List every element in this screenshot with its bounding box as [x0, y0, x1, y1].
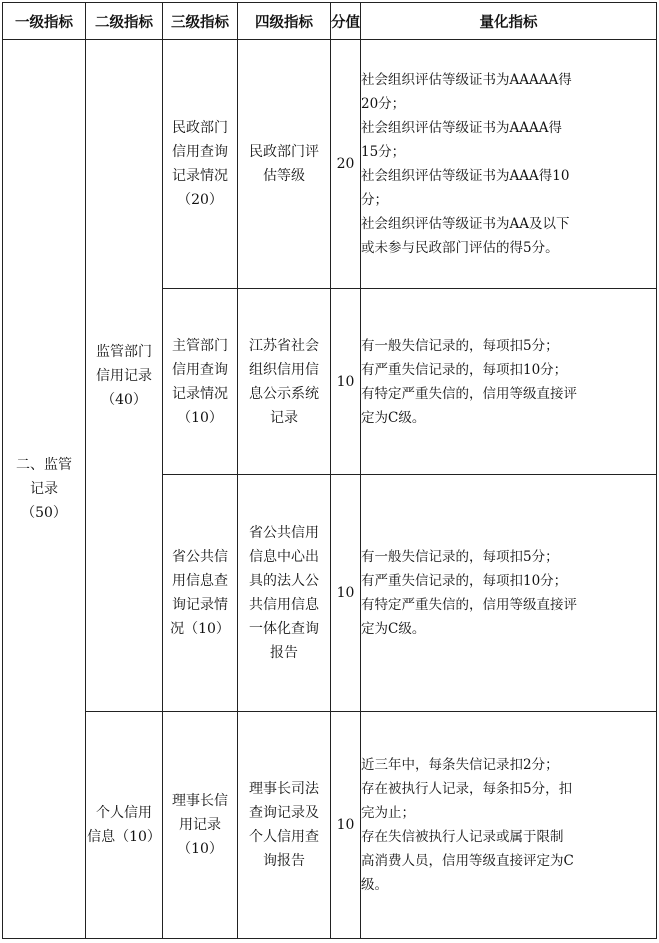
cell-text-line: 用信息查 [172, 573, 228, 589]
cell-text-line: 民政部门 [172, 120, 228, 136]
cell-text-line: 个人信用查 [249, 829, 319, 845]
cell-text-line: 记录情况 [172, 168, 228, 184]
cell-text-line: 存在被执行人记录，每条扣5分，扣 [361, 781, 573, 797]
score-cell: 10 [331, 475, 361, 712]
table-row [3, 712, 657, 939]
cell-text-line: 存在失信被执行人记录或属于限制 [361, 829, 564, 845]
cell-text-line: 高消费人员，信用等级直接评定为C [361, 853, 574, 869]
header-quant: 量化指标 [361, 3, 657, 40]
quant-cell [361, 712, 657, 939]
cell-text-line: 社会组织评估等级证书为AAAAA得 [361, 72, 572, 88]
cell-text-line: 社会组织评估等级证书为AA及以下 [361, 216, 570, 232]
cell-text-line: 定为C级。 [361, 621, 426, 637]
level4-cell [238, 289, 331, 475]
header-level3: 三级指标 [163, 3, 238, 40]
cell-text-line: 估等级 [263, 168, 305, 184]
cell-text-line: 有严重失信记录的，每项扣10分； [361, 361, 568, 378]
cell-text-line: 有严重失信记录的，每项扣10分； [361, 573, 568, 589]
cell-text-line: （10） [177, 841, 223, 857]
cell-text-line: （10） [177, 409, 223, 426]
cell-text-line: 一体化查询 [249, 621, 319, 637]
cell-text-line: （20） [177, 192, 223, 208]
cell-text-line: （50） [21, 505, 67, 521]
cell-text-line: 共信用信息 [249, 597, 319, 613]
level3-cell [163, 289, 238, 475]
quant-cell [361, 40, 657, 289]
cell-text-line: 组织信用信 [249, 361, 319, 378]
score-cell: 10 [331, 712, 361, 939]
score-cell: 20 [331, 40, 361, 289]
cell-text-line: 用记录 [179, 817, 221, 833]
cell-text-line: 有一般失信记录的，每项扣5分； [361, 337, 559, 354]
cell-text-line: 二、监管 [16, 457, 72, 473]
level3-cell [163, 475, 238, 712]
cell-text-line: 有特定严重失信的，信用等级直接评 [361, 385, 577, 402]
cell-text-line: 询报告 [263, 853, 305, 869]
quant-cell [361, 289, 657, 475]
cell-text-line: 有一般失信记录的，每项扣5分； [361, 549, 559, 565]
level2-cell [86, 712, 163, 939]
header-level1: 一级指标 [3, 3, 86, 40]
level4-cell [238, 475, 331, 712]
cell-text-line: 15分； [361, 144, 406, 160]
cell-text-line: 信用记录 [96, 367, 152, 384]
level3-cell [163, 712, 238, 939]
cell-text-line: 信用查询 [172, 144, 228, 160]
cell-text-line: 社会组织评估等级证书为AAA得10 [361, 168, 570, 184]
cell-text-line: 息公示系统 [249, 385, 319, 402]
cell-text-line: 记录情况 [172, 385, 228, 402]
cell-text-line: 具的法人公 [249, 573, 319, 589]
cell-text-line: 询记录情 [172, 597, 228, 613]
header-score: 分值 [331, 3, 361, 40]
cell-text-line: 记录 [270, 409, 298, 426]
cell-text-line: 个人信用 [96, 805, 152, 821]
quant-cell [361, 475, 657, 712]
cell-text-line: 定为C级。 [361, 409, 426, 426]
cell-text-line: 省公共信用 [249, 525, 319, 541]
cell-text-line: 近三年中，每条失信记录扣2分； [361, 757, 559, 773]
cell-text-line: 监管部门 [96, 343, 152, 360]
header-level2: 二级指标 [86, 3, 163, 40]
cell-text-line: 报告 [270, 645, 298, 661]
cell-text-line: 或未参与民政部门评估的得5分。 [361, 240, 559, 256]
cell-text-line: 江苏省社会 [249, 337, 319, 354]
cell-text-line: 20分； [361, 96, 406, 112]
cell-text-line: 完为止； [361, 805, 415, 821]
table-row [3, 40, 657, 289]
cell-text-line: 主管部门 [172, 337, 228, 354]
level3-cell [163, 40, 238, 289]
cell-text-line: 级。 [361, 877, 388, 893]
cell-text-line: 省公共信 [172, 549, 228, 565]
cell-text-line: 查询记录及 [249, 805, 319, 821]
cell-text-line: 信息（10） [87, 829, 161, 845]
cell-text-line: 理事长司法 [249, 781, 319, 797]
cell-text-line: 信息中心出 [249, 549, 319, 565]
header-row [3, 3, 657, 40]
score-cell: 10 [331, 289, 361, 475]
cell-text-line: （40） [101, 391, 147, 408]
cell-text-line: 分； [361, 192, 388, 208]
indicator-table [2, 2, 657, 939]
cell-text-line: 况（10） [170, 621, 230, 637]
cell-text-line: 民政部门评 [249, 144, 319, 160]
cell-text-line: 有特定严重失信的，信用等级直接评 [361, 597, 577, 613]
level4-cell [238, 712, 331, 939]
cell-text-line: 社会组织评估等级证书为AAAA得 [361, 120, 562, 136]
header-level4: 四级指标 [238, 3, 331, 40]
level2-cell [86, 40, 163, 712]
cell-text-line: 理事长信 [172, 793, 228, 809]
cell-text-line: 记录 [30, 481, 58, 497]
level4-cell [238, 40, 331, 289]
level1-cell [3, 40, 86, 939]
cell-text-line: 信用查询 [172, 361, 228, 378]
